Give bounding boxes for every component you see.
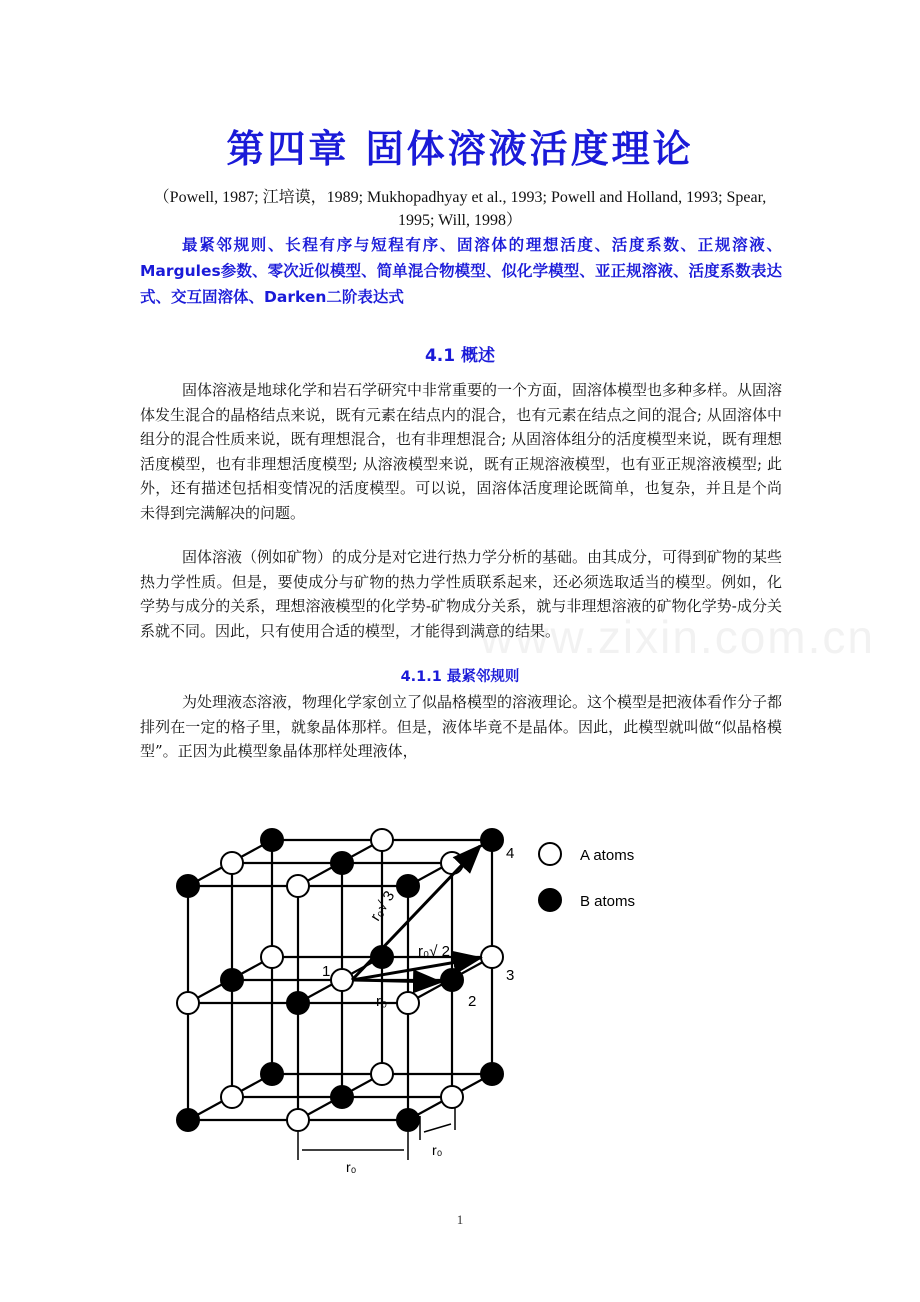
paragraph-1: 固体溶液是地球化学和岩石学研究中非常重要的一个方面，固溶体模型也多种多样。从固溶体发生混合的晶格结点来说，既有元素在结点内的混合，也有元素在结点之间的混合; 从固溶体中组分的混合性质来说，既有理想混合，也有非理想混合; 从固溶体组分的活度模型来说，既有理想活度模型，也有非理想活度模型; 从溶液模型来说，既有正规溶液模型，也有亚正规溶液模型; 此外，还有描述包括相变情况的活度模型。可以说，固溶体活度理论既简单，也复杂，并且是个尚未得到完满解决的问题。 xyxy=(140,381,783,522)
atom-b xyxy=(261,829,283,851)
label-r0-sqrt3: r₀√ 3 xyxy=(366,888,399,925)
atom-b xyxy=(481,829,503,851)
label-2: 2 xyxy=(468,993,477,1010)
atom-b xyxy=(481,1063,503,1085)
paragraph-2: 固体溶液（例如矿物）的成分是对它进行热力学分析的基础。由其成分，可得到矿物的某些热力学性质。但是，要使成分与矿物的热力学性质联系起来，还必须选取适当的模型。例如，化学势与成分的关系，理想溶液模型的化学势-矿物成分关系，就与非理想溶液的矿物化学势-成分关系就不同。因此，只有使用合适的模型，才能得到满意的结果。 xyxy=(140,548,783,640)
legend-b-label: B atoms xyxy=(580,893,636,910)
atom-a xyxy=(371,1063,393,1085)
label-r0-sqrt2: r₀√ 2 xyxy=(418,943,450,960)
atom-b xyxy=(331,1086,353,1108)
label-1: 1 xyxy=(322,963,331,980)
atom-b xyxy=(441,969,463,991)
atom-a xyxy=(481,946,503,968)
chapter-title: 第四章 固体溶液活度理论 xyxy=(226,127,694,171)
watermark: www.zixin.com.cn xyxy=(480,611,875,663)
lattice-figure xyxy=(140,810,660,1180)
legend xyxy=(539,843,635,911)
atom-b xyxy=(177,875,199,897)
atom-a xyxy=(397,992,419,1014)
atom-a xyxy=(287,875,309,897)
atom-a xyxy=(221,1086,243,1108)
label-r0: r₀ xyxy=(376,993,388,1010)
atom-b xyxy=(397,1109,419,1131)
page-number: 1 xyxy=(456,1212,464,1227)
atom-a xyxy=(287,1109,309,1131)
legend-b-icon xyxy=(539,889,561,911)
atom-a xyxy=(441,852,463,874)
atom-b xyxy=(331,852,353,874)
references: （Powell, 1987; 江培谟，1989; Mukhopadhyay et al., 1993; Powell and Holland, 1993; Spear, 1995; Will, 1998） xyxy=(153,189,767,229)
atom-b xyxy=(221,969,243,991)
atom-a xyxy=(331,969,353,991)
atom-b xyxy=(397,875,419,897)
atom-b xyxy=(177,1109,199,1131)
atom-a xyxy=(371,829,393,851)
atom-a xyxy=(441,1086,463,1108)
label-3: 3 xyxy=(506,967,515,984)
label-4: 4 xyxy=(506,845,515,862)
atom-b xyxy=(287,992,309,1014)
section-heading: 4.1 概述 xyxy=(424,346,496,366)
atom-a xyxy=(261,946,283,968)
legend-a-label: A atoms xyxy=(580,847,635,864)
atom-a xyxy=(221,852,243,874)
paragraph-3: 为处理液态溶液，物理化学家创立了似晶格模型的溶液理论。这个模型是把液体看作分子都排列在一定的格子里，就象晶体那样。但是，液体毕竟不是晶体。因此，此模型就叫做“似晶格模型”。正因为此模型象晶体那样处理液体， xyxy=(140,693,783,760)
legend-a-icon xyxy=(539,843,561,865)
keywords: 最紧邻规则、长程有序与短程有序、固溶体的理想活度、活度系数、正规溶液、Margules参数、零次近似模型、简单混合物模型、似化学模型、亚正规溶液、活度系数表达式、交互固溶体、Darken二阶表达式 xyxy=(140,236,782,306)
dim-label-bottom-left: r₀ xyxy=(346,1159,357,1175)
atom-a xyxy=(177,992,199,1014)
dim-label-bottom-right: r₀ xyxy=(432,1142,443,1158)
subsection-heading: 4.1.1 最紧邻规则 xyxy=(400,669,520,685)
atom-b xyxy=(261,1063,283,1085)
